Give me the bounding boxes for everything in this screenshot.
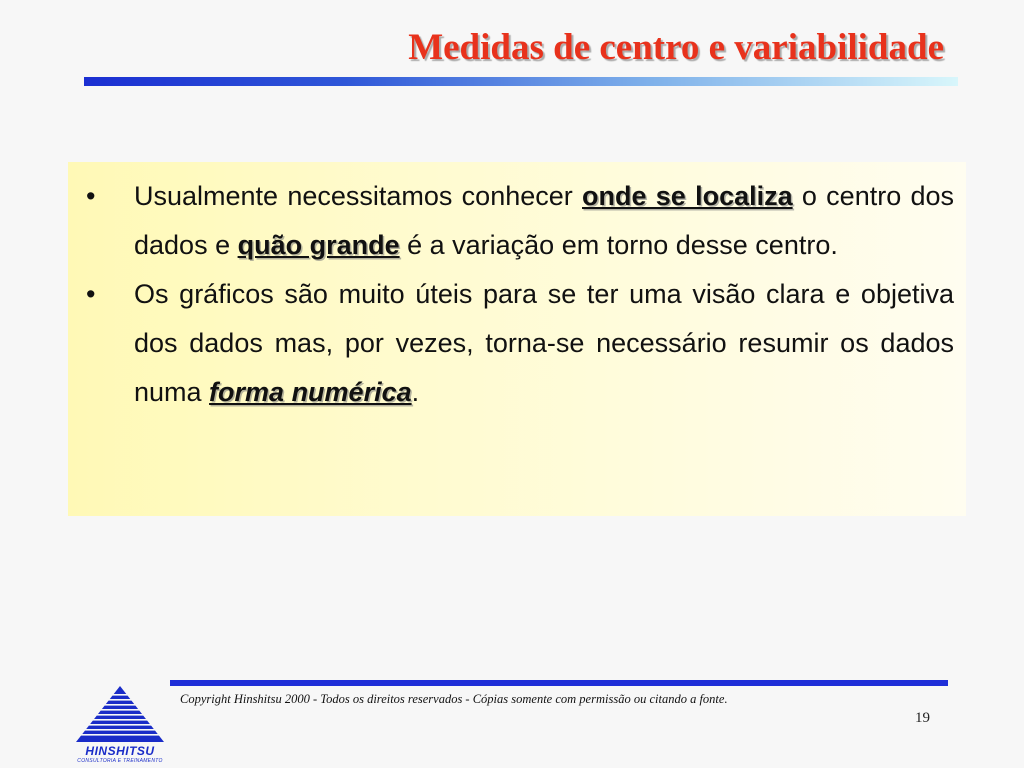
content-box — [68, 162, 966, 516]
logo-subtitle: CONSULTORIA E TREINAMENTO — [77, 758, 163, 764]
bullet-list — [68, 172, 966, 417]
logo-wordmark: HINSHITSU — [85, 744, 155, 758]
bullet-item-2 — [68, 270, 954, 417]
bullet-1-text-end: é a variação em torno desse centro. — [399, 230, 838, 260]
emphasis-quao-grande: quão grande — [237, 230, 400, 260]
emphasis-forma-numerica: forma numérica — [209, 377, 412, 407]
bullet-2-text-end: . — [411, 377, 420, 407]
footer-bar — [170, 680, 948, 686]
slide-title: Medidas de centro e variabilidade — [408, 27, 944, 68]
bullet-item-1 — [68, 172, 954, 270]
bullet-marker: • — [86, 181, 96, 211]
page-number: 19 — [915, 710, 930, 726]
bullet-marker: • — [86, 279, 96, 309]
copyright-notice: Copyright Hinshitsu 2000 - Todos os direitos reservados - Cópias somente com permissão ou citando a fonte. — [180, 692, 728, 706]
emphasis-onde-se-localiza: onde se localiza — [582, 181, 793, 211]
company-logo — [66, 684, 174, 766]
bullet-2-text-start: Os gráficos são muito úteis para se ter uma visão clara e objetiva dos dados mas, por vezes, torna-se necessário resumir os dados numa — [134, 279, 954, 407]
bullet-1-text-middle: o centro dos dados e — [134, 181, 955, 260]
bullet-1-text-start: Usualmente necessitamos conhecer — [134, 181, 583, 211]
title-underline-bar — [84, 77, 958, 86]
hinshitsu-pyramid-logo-icon — [66, 684, 174, 746]
